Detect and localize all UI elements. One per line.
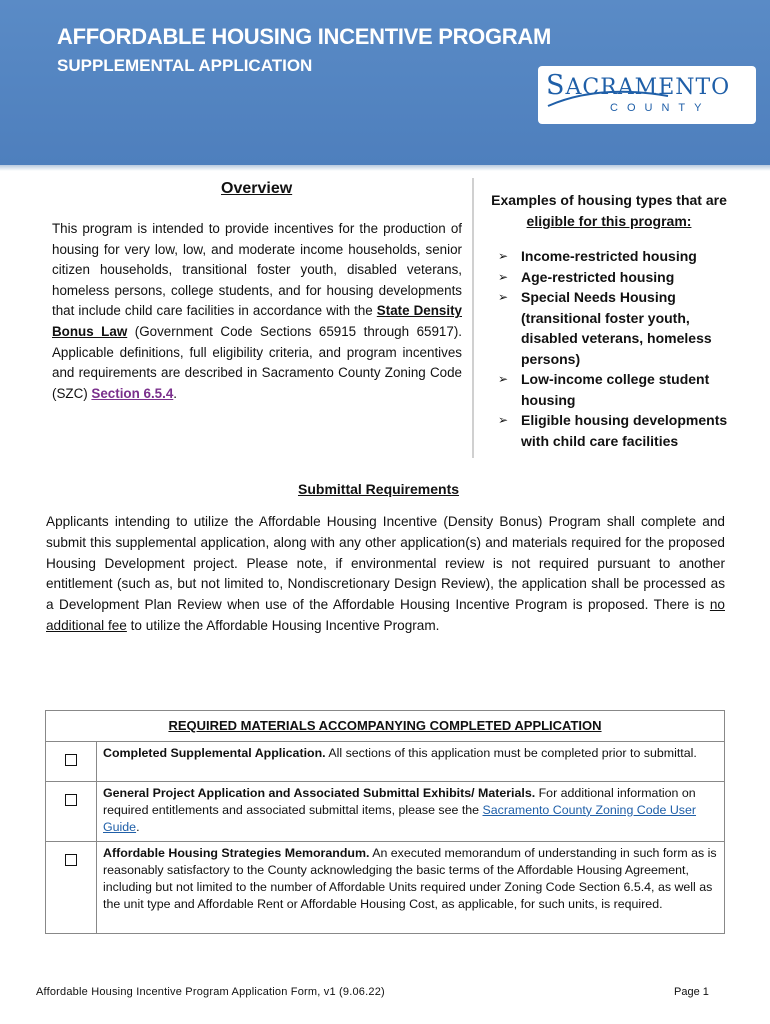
- arrow-bullet-icon: ➢: [498, 413, 509, 427]
- arrow-bullet-icon: ➢: [498, 372, 509, 386]
- project-application-checkbox[interactable]: [65, 794, 77, 806]
- checkbox-cell: [46, 782, 97, 842]
- examples-heading: [478, 190, 740, 232]
- list-item: [498, 369, 748, 410]
- submittal-heading: Submittal Requirements: [298, 481, 460, 497]
- housing-strategies-checkbox[interactable]: [65, 854, 77, 866]
- list-item: [498, 287, 748, 369]
- requirement-description: An executed memorandum of understanding in such form as is reasonably satisfactory to the County acknowledging the basic terms of the Affordable Housing Agreement, including but not limited to the number of Affordable Units required under Zoning Code Section 6.5.4, as well as the unit type and Affordable Rent or Affordable Housing Cost, as applicable, for such units, is required.: [103, 846, 717, 911]
- zoning-code-user-guide-link[interactable]: Sacramento County Zoning Code User Guide: [103, 802, 697, 834]
- requirement-title: Affordable Housing Strategies Memorandum.: [103, 846, 370, 861]
- column-divider: [472, 178, 474, 458]
- submittal-paragraph: [46, 512, 725, 637]
- logo-wordmark-cap: S: [546, 70, 566, 101]
- list-item: [498, 410, 748, 451]
- list-item: [498, 246, 748, 267]
- arrow-bullet-icon: ➢: [498, 269, 509, 284]
- no-additional-fee-text: no additional fee: [46, 597, 725, 633]
- requirement-description-end: .: [136, 819, 140, 834]
- arrow-bullet-icon: ➢: [498, 249, 509, 263]
- requirement-description: For additional information on required entitlements and associated submittal items, please see the: [103, 786, 696, 817]
- table-row: [46, 742, 725, 782]
- list-item: [498, 267, 748, 288]
- requirement-text-cell: [97, 782, 725, 842]
- checkbox-cell: [46, 842, 97, 934]
- list-item-label: Special Needs Housing (transitional foster youth, disabled veterans, homeless persons): [521, 289, 712, 367]
- list-item-label: Age-restricted housing: [521, 268, 675, 285]
- submittal-text-1: Applicants intending to utilize the Affordable Housing Incentive (Density Bonus) Program shall complete and submit this supplemental application, along with any other application(s) and materials required for the proposed Housing Development project. Please note, if environmental review is not required pursuant to another entitlement (such as, but not limited to, Nondiscretionary Design Review), the application shall be processed as a Development Plan Review when use of the Affordable Housing Incentive Program is proposed. There is: [46, 514, 725, 613]
- logo-wordmark: [546, 70, 730, 101]
- requirement-description: All sections of this application must be completed prior to submittal.: [325, 746, 697, 760]
- requirement-title: General Project Application and Associated Submittal Exhibits/ Materials.: [103, 786, 536, 800]
- overview-text-3: .: [173, 385, 178, 401]
- arrow-bullet-icon: ➢: [498, 290, 509, 304]
- page-subtitle: SUPPLEMENTAL APPLICATION: [57, 56, 313, 75]
- sacramento-county-logo: [538, 66, 756, 124]
- table-row: [46, 842, 725, 934]
- overview-paragraph: [52, 219, 462, 404]
- checkbox-cell: [46, 742, 97, 782]
- examples-heading-line2: eligible for this program:: [526, 213, 692, 229]
- logo-subtext: COUNTY: [610, 102, 711, 114]
- submittal-text-2: to utilize the Affordable Housing Incentive Program.: [126, 617, 440, 633]
- examples-list: [498, 246, 748, 451]
- requirement-title: Completed Supplemental Application.: [103, 746, 326, 760]
- header-shadow: [0, 165, 770, 171]
- footer-form-name: Affordable Housing Incentive Program Application Form, v1 (9.06.22): [36, 986, 385, 998]
- supplemental-application-checkbox[interactable]: [65, 754, 77, 766]
- page-title: AFFORDABLE HOUSING INCENTIVE PROGRAM: [57, 24, 551, 49]
- required-materials-header: REQUIRED MATERIALS ACCOMPANYING COMPLETED APPLICATION: [46, 711, 725, 742]
- examples-heading-line1: Examples of housing types that are: [491, 192, 727, 208]
- required-materials-table: [45, 710, 725, 934]
- list-item-label: Low-income college student housing: [521, 371, 710, 408]
- overview-heading: Overview: [221, 180, 293, 197]
- overview-text-2: (Government Code Sections 65915 through 65917). Applicable definitions, full eligibility criteria, and program incentives and requirements are described in Sacramento County Zoning Code (SZC): [52, 323, 462, 401]
- list-item-label: Income-restricted housing: [521, 248, 697, 264]
- logo-wordmark-rest: ACRAMENTO: [565, 75, 731, 100]
- header-band: [0, 0, 770, 165]
- requirement-text-cell: [97, 842, 725, 934]
- section-6-5-4-link[interactable]: Section 6.5.4: [91, 385, 174, 401]
- overview-text-1: This program is intended to provide incentives for the production of housing for very low, low, and moderate income households, senior citizen households, transitional foster youth, disabled veterans, homeless persons, college students, and for housing developments that include child care facilities in accordance with the: [52, 221, 462, 319]
- state-density-bonus-law-link[interactable]: State Density Bonus Law: [52, 303, 462, 339]
- requirement-text-cell: [97, 742, 725, 782]
- list-item-label: Eligible housing developments with child care facilities: [521, 412, 728, 449]
- table-row: [46, 782, 725, 842]
- page-number: Page 1: [674, 986, 709, 998]
